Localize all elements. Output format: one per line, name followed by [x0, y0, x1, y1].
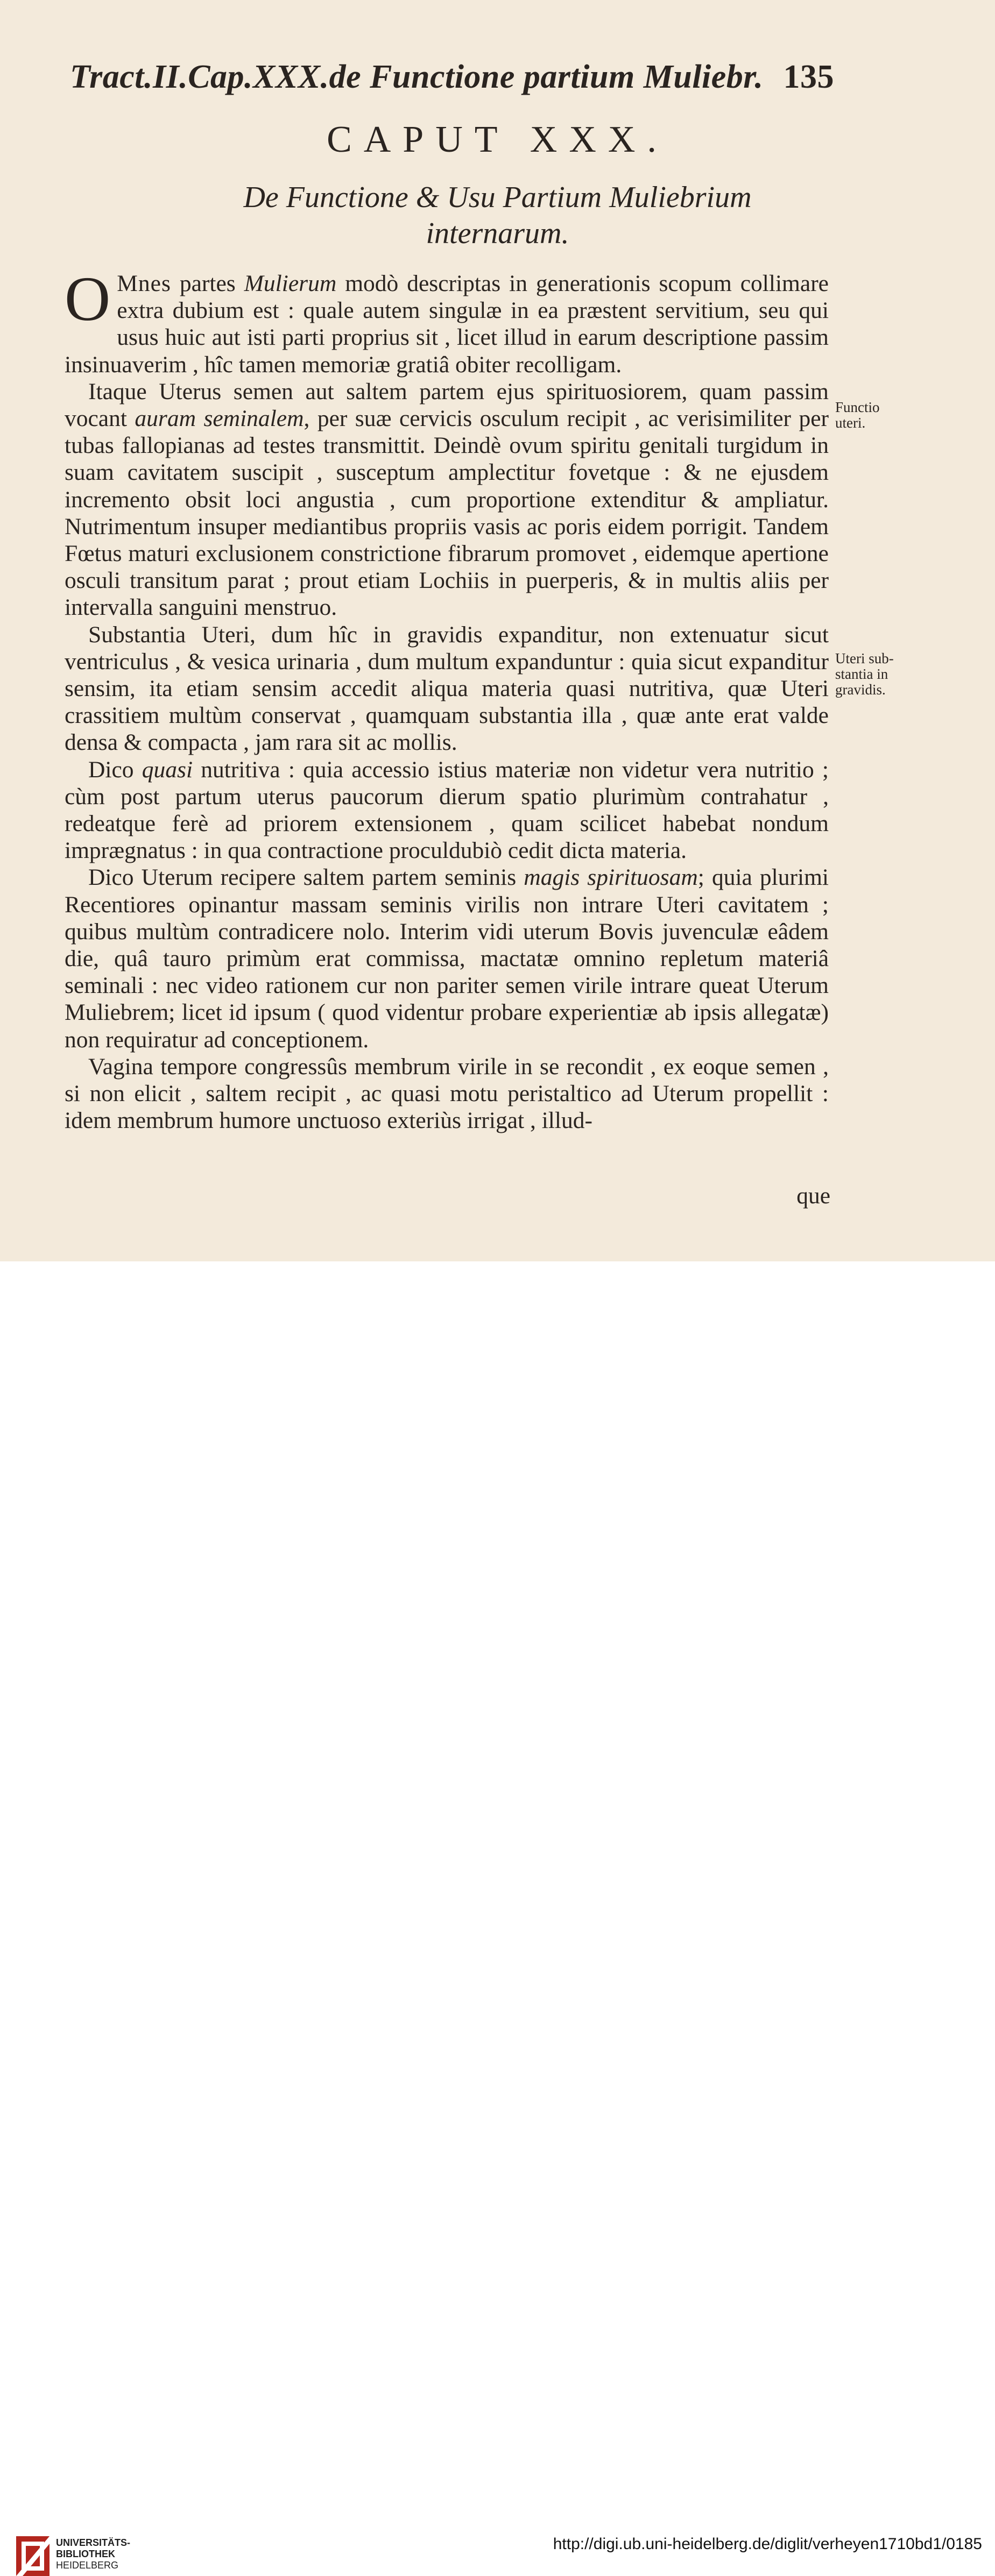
institution-line: HEIDELBERG — [56, 2560, 119, 2571]
italic-phrase: Mulierum — [244, 271, 337, 296]
chapter-subtitle-line2: internarum. — [426, 217, 569, 250]
chapter-subtitle-line1: De Functione & Usu Partium Muliebrium — [243, 181, 752, 214]
book-page — [0, 0, 995, 1261]
margin-note-uteri-substantia — [835, 651, 916, 698]
text-segment: ; quia plurimi Recentiores opinantur massam seminis virilis non intrare Uteri cavitatem ; quibus multùm contradicere nolo. Interim vidi uterum Bovis juvenculæ eâdem die, quâ tauro primùm erat commissa, mactatæ omnino repletum materiâ seminali : nec video rationem cur non pariter semen virile intrare queat Uterum Muliebrem; licet id ipsum ( quod videntur probare experientiæ ab ipsis allegatæ) non requiratur ad conceptionem. — [65, 864, 829, 1053]
body-paragraph — [65, 756, 829, 864]
university-library-logo-icon — [16, 2536, 50, 2576]
institution-line: UNIVERSITÄTS- — [56, 2537, 131, 2548]
margin-note-line: Functio — [835, 399, 880, 415]
footer-bar — [0, 1261, 995, 2571]
text-segment: nutritiva : quia accessio istius materiæ non videtur vera nutritio ; cùm post partum uterus paucorum dierum spatio plurimùm contrahatur , redeatque ferè ad priorem extensionem , quam scilicet habebat nondum imprægnatus : in qua contractione proculdubiò cedit dicta materia. — [65, 756, 829, 864]
drop-cap: O — [65, 264, 111, 334]
source-url-link[interactable]: http://digi.ub.uni-heidelberg.de/diglit/verheyen1710bd1/0185 — [553, 2535, 982, 2553]
chapter-heading: CAPUT XXX. — [327, 119, 668, 160]
page-number: 135 — [783, 59, 834, 95]
text-segment: , per suæ cervicis osculum recipit , ac verisimiliter per tubas fallopianas ad testes transmittit. Deindè ovum spiritu genitali turgidum in suam cavitatem suscipit , susceptum amplectitur fovetque : & ne ejusdem incremento obsit loci angustia , cum proportione extenditur & ampliatur. Nutrimentum insuper mediantibus propriis vasis ac poris eidem porrigit. Tandem Fœtus maturi exclusionem constrictione fibrarum promovet , eidemque apertione osculi transitum parat ; prout etiam Lochiis in puerperis, & in multis aliis per intervalla sanguini menstruo. — [65, 406, 829, 621]
margin-note-functio-uteri — [835, 400, 916, 431]
italic-phrase: auram seminalem — [135, 406, 304, 432]
institution-line: BIBLIOTHEK — [56, 2549, 115, 2559]
body-paragraph — [65, 621, 829, 756]
institution-name — [56, 2537, 164, 2571]
text-segment: Vagina tempore congressûs membrum virile in se recondit , ex eoque semen , si non elicit , saltem recipit , ac quasi motu peristaltico ad Uterum propellit : idem membrum humore unctuoso exteriùs irrigat , illud- — [65, 1053, 829, 1134]
italic-phrase: quasi — [142, 756, 193, 783]
body-text — [65, 264, 829, 1134]
text-segment: modò descriptas in generationis scopum collimare extra dubium est : quale autem singulæ in ea præstent servitium, seu qui usus huic aut isti parti proprius sit , licet illud in earum descriptione passim insinuaverim , hîc tamen memoriæ gratiâ obiter recolligam. — [65, 271, 829, 378]
margin-note-line: stantia in — [835, 666, 888, 682]
text-segment: Dico Uterum recipere saltem partem seminis — [88, 864, 524, 891]
catchword: que — [796, 1183, 830, 1209]
body-paragraph — [65, 378, 829, 621]
first-word: Mnes — [117, 271, 171, 296]
margin-note-line: Uteri sub- — [835, 650, 894, 666]
body-paragraph — [65, 264, 829, 378]
italic-phrase: magis spirituosam — [524, 864, 698, 891]
margin-note-line: gravidis. — [835, 682, 886, 698]
text-segment: Substantia Uteri, dum hîc in gravidis expanditur, non extenuatur sicut ventriculus , & vesica urinaria , dum multum expanduntur : quia sicut expanditur sensim, ita etiam sensim accedit aliqua materia quasi nutritiva, quæ Uteri crassitiem multùm conservat , quamquam substantia illa , quæ ante erat valde densa & compacta , jam rara sit ac mollis. — [65, 621, 829, 756]
running-title: Tract.II.Cap.XXX.de Functione partium Muliebr. — [70, 59, 764, 95]
text-segment: partes — [171, 271, 244, 296]
body-paragraph — [65, 864, 829, 1053]
margin-note-line: uteri. — [835, 415, 866, 431]
text-segment: Itaque Uterus semen aut saltem partem ejus spirituosiorem, quam passim vocant — [65, 378, 829, 432]
text-segment: Dico — [88, 756, 142, 783]
body-paragraph — [65, 1053, 829, 1134]
running-head — [70, 58, 834, 96]
